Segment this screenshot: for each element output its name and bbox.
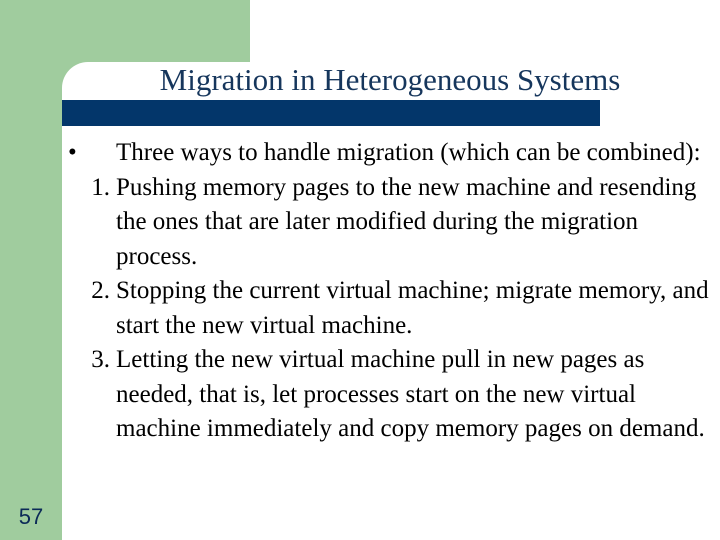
item-text: Stopping the current virtual machine; migrate memory, and start the new virtual machine. bbox=[116, 277, 709, 339]
bullet-marker: • bbox=[68, 139, 77, 166]
slide-content bbox=[62, 136, 712, 447]
item-text: Letting the new virtual machine pull in new pages as needed, that is, let processes start on the new virtual machine immediately and copy memory pages on demand. bbox=[116, 346, 705, 442]
numbered-item-3 bbox=[62, 343, 712, 447]
numbered-item-2 bbox=[62, 274, 712, 343]
title-underline-bar bbox=[62, 100, 600, 126]
bullet-item bbox=[62, 136, 712, 171]
slide-number: 57 bbox=[18, 504, 44, 529]
item-number: 3. bbox=[91, 346, 110, 373]
bullet-text: Three ways to handle migration (which can be combined): bbox=[116, 139, 701, 166]
slide-title: Migration in Heterogeneous Systems bbox=[159, 62, 621, 97]
item-number: 1. bbox=[91, 173, 110, 201]
item-text: Pushing memory pages to the new machine and resending the ones that are later modified during the migration process. bbox=[116, 173, 697, 270]
item-number: 2. bbox=[91, 277, 110, 304]
numbered-item-1 bbox=[62, 171, 712, 275]
